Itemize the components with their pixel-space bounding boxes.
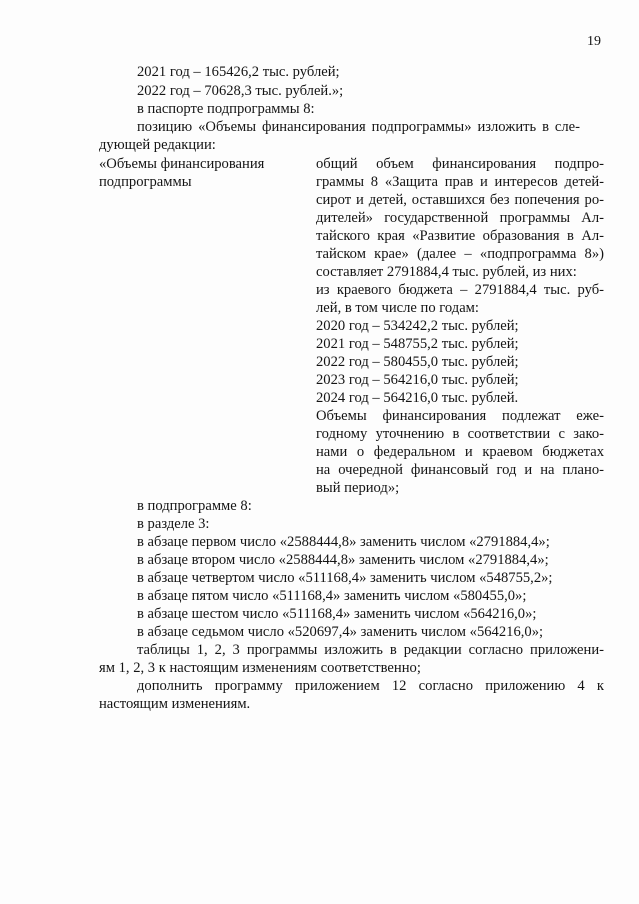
- text-line: 2022 год – 70628,3 тыс. рублей.»;: [137, 83, 344, 99]
- text-line: в абзаце первом число «2588444,8» заменить числом «2791884,4»;: [137, 534, 550, 550]
- text-line: позицию «Объемы финансирования подпрограммы» изложить в сле-: [137, 119, 580, 135]
- table-right-line: Объемы финансирования подлежат еже-: [316, 408, 604, 424]
- text-line: в абзаце седьмом число «520697,4» заменить числом «564216,0»;: [137, 624, 544, 640]
- table-right-line: 2022 год – 580455,0 тыс. рублей;: [316, 354, 519, 370]
- table-right-line: граммы 8 «Защита прав и интересов детей-: [316, 174, 604, 190]
- table-right-line: общий объем финансирования подпро-: [316, 156, 604, 172]
- table-right-line: сирот и детей, оставшихся без попечения ро-: [316, 192, 604, 208]
- text-line: настоящим изменениям.: [99, 696, 251, 712]
- table-right-line: на очередной финансовый год и на плано-: [316, 462, 604, 478]
- text-line: в паспорте подпрограммы 8:: [137, 101, 315, 117]
- text-line: в абзаце втором число «2588444,8» заменить числом «2791884,4»;: [137, 552, 549, 568]
- text-line: в подпрограмме 8:: [137, 498, 252, 514]
- table-right-line: тайского края «Развитие образования в Ал-: [316, 228, 604, 244]
- text-line: в абзаце четвертом число «511168,4» заменить числом «548755,2»;: [137, 570, 553, 586]
- text-line: ям 1, 2, 3 к настоящим изменениям соответственно;: [99, 660, 421, 676]
- table-right-line: 2021 год – 548755,2 тыс. рублей;: [316, 336, 519, 352]
- table-right-line: из краевого бюджета – 2791884,4 тыс. руб-: [316, 282, 604, 298]
- text-line: дополнить программу приложением 12 согласно приложению 4 к: [137, 678, 604, 694]
- table-right-line: 2020 год – 534242,2 тыс. рублей;: [316, 318, 519, 334]
- table-right-line: лей, в том числе по годам:: [316, 300, 479, 316]
- table-left-cell: подпрограммы: [99, 174, 192, 190]
- table-right-line: 2024 год – 564216,0 тыс. рублей.: [316, 390, 519, 406]
- text-line: 2021 год – 165426,2 тыс. рублей;: [137, 64, 340, 80]
- table-right-line: тайском крае» (далее – «подпрограмма 8»): [316, 246, 604, 262]
- table-right-line: нами о федеральном и краевом бюджетах: [316, 444, 604, 460]
- table-left-cell: «Объемы финансирования: [99, 156, 265, 172]
- table-right-line: вый период»;: [316, 480, 400, 496]
- text-line: таблицы 1, 2, 3 программы изложить в редакции согласно приложени-: [137, 642, 604, 658]
- table-right-line: дителей» государственной программы Ал-: [316, 210, 604, 226]
- page-number: 19: [587, 34, 601, 49]
- table-right-line: годному уточнению в соответствии с зако-: [316, 426, 604, 442]
- text-line: в абзаце шестом число «511168,4» заменить числом «564216,0»;: [137, 606, 537, 622]
- text-line: в разделе 3:: [137, 516, 210, 532]
- text-line: в абзаце пятом число «511168,4» заменить числом «580455,0»;: [137, 588, 527, 604]
- table-right-line: составляет 2791884,4 тыс. рублей, из них:: [316, 264, 577, 280]
- table-right-line: 2023 год – 564216,0 тыс. рублей;: [316, 372, 519, 388]
- text-line: дующей редакции:: [99, 137, 216, 153]
